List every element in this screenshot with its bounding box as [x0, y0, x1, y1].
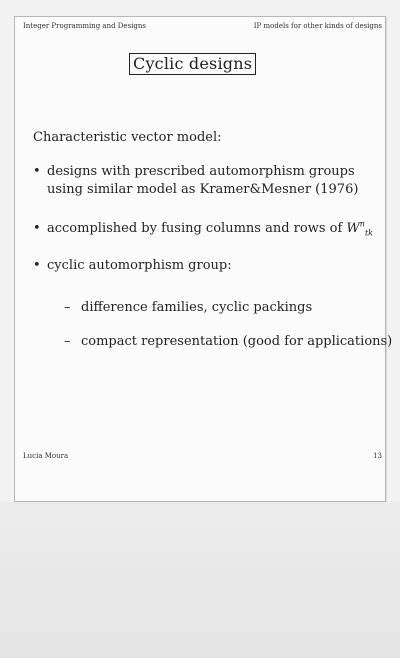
bullet-2: [47, 220, 373, 238]
author-footer: Lucia Moura: [23, 452, 69, 460]
matrix-base: W: [346, 221, 360, 236]
bullet-symbol: •: [33, 164, 41, 179]
matrix-superscript: n: [359, 219, 365, 229]
bullet-symbol: •: [33, 221, 41, 236]
bullet-symbol: •: [33, 258, 41, 273]
bullet-3: cyclic automorphism group:: [47, 258, 232, 273]
dash-symbol: –: [64, 334, 71, 349]
intro-text: Characteristic vector model:: [33, 130, 222, 145]
subitem-2: compact representation (good for applications): [81, 334, 393, 349]
matrix-subscript: tk: [364, 228, 373, 238]
dash-symbol: –: [64, 300, 71, 315]
subitem-1: difference families, cyclic packings: [81, 300, 313, 315]
scan-background: [0, 502, 400, 658]
bullet-1-line-1: designs with prescribed automorphism groups: [47, 164, 355, 179]
slide-title: Cyclic designs: [129, 53, 256, 75]
running-header-left: Integer Programming and Designs: [23, 22, 146, 30]
bullet-2-text: accomplished by fusing columns and rows of: [47, 221, 343, 236]
bullet-1-line-2: using similar model as Kramer&Mesner (1976): [47, 182, 359, 197]
matrix-symbol: [346, 221, 373, 236]
running-header-right: IP models for other kinds of designs: [253, 22, 382, 30]
page-number: 13: [373, 452, 382, 460]
